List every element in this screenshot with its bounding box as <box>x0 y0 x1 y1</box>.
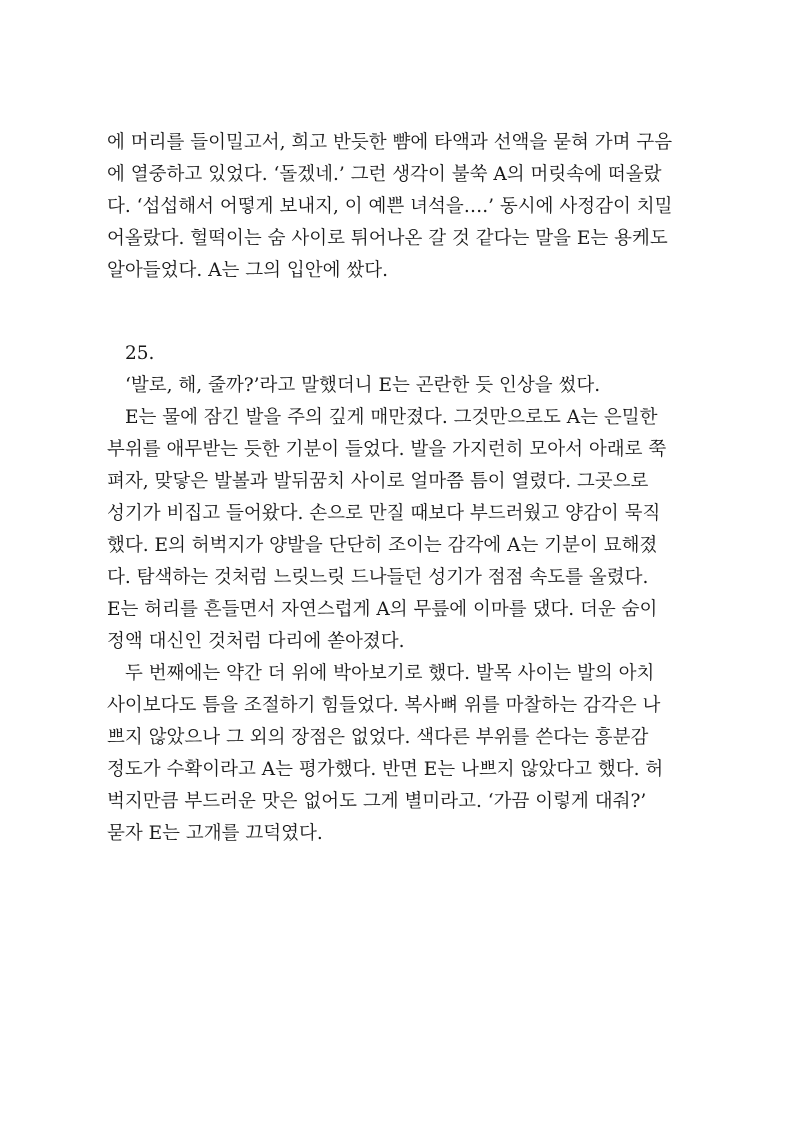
text-line: ‘발로, 해, 줄까?’라고 말했더니 E는 곤란한 듯 인상을 썼다. <box>125 375 601 396</box>
text-line: 어올랐다. 헐떡이는 숨 사이로 튀어나온 갈 것 같다는 말을 E는 용케도 <box>107 228 668 249</box>
text-line: 묻자 E는 고개를 끄덕였다. <box>107 823 323 844</box>
text-line: 정액 대신인 것처럼 다리에 쏟아졌다. <box>107 631 405 652</box>
text-line: 두 번째에는 약간 더 위에 박아보기로 했다. 발목 사이는 발의 아치 <box>125 663 655 684</box>
text-line: 펴자, 맞닿은 발볼과 발뒤꿈치 사이로 얼마쯤 틈이 열렸다. 그곳으로 <box>107 471 649 492</box>
text-line: 쁘지 않았으나 그 외의 장점은 없었다. 색다른 부위를 쓴다는 흥분감 <box>107 727 649 748</box>
text-line: 정도가 수확이라고 A는 평가했다. 반면 E는 나쁘지 않았다고 했다. 허 <box>107 759 664 780</box>
text-line: 다. 탐색하는 것처럼 느릿느릿 드나들던 성기가 점점 속도를 올렸다. <box>107 567 649 588</box>
text-line: 다. ‘섭섭해서 어떻게 보내지, 이 예쁜 녀석을….’ 동시에 사정감이 치밀 <box>107 196 673 217</box>
text-line: 에 머리를 들이밀고서, 희고 반듯한 뺨에 타액과 선액을 묻혀 가며 구음 <box>107 132 673 153</box>
text-line: E는 물에 잠긴 발을 주의 깊게 매만졌다. 그것만으로도 A는 은밀한 <box>125 407 658 428</box>
text-line: 했다. E의 허벅지가 양발을 단단히 조이는 감각에 A는 기분이 묘해졌 <box>107 535 658 556</box>
text-line: 성기가 비집고 들어왔다. 손으로 만질 때보다 부드러웠고 양감이 묵직 <box>107 503 661 524</box>
section-number: 25. <box>125 343 155 364</box>
text-line: 사이보다도 틈을 조절하기 힘들었다. 복사뼈 위를 마찰하는 감각은 나 <box>107 695 661 716</box>
text-line: 부위를 애무받는 듯한 기분이 들었다. 발을 가지런히 모아서 아래로 쭉 <box>107 439 667 460</box>
text-line: 벅지만큼 부드러운 맛은 없어도 그게 별미라고. ‘가끔 이렇게 대줘?’ <box>107 791 647 812</box>
text-line: 에 열중하고 있었다. ‘돌겠네.’ 그런 생각이 불쑥 A의 머릿속에 떠올랐 <box>107 164 662 185</box>
text-line: 알아들었다. A는 그의 입안에 쌌다. <box>107 260 388 281</box>
paragraph-continued <box>107 127 707 287</box>
section-25 <box>107 338 707 850</box>
text-line: E는 허리를 흔들면서 자연스럽게 A의 무릎에 이마를 댔다. 더운 숨이 <box>107 599 658 620</box>
